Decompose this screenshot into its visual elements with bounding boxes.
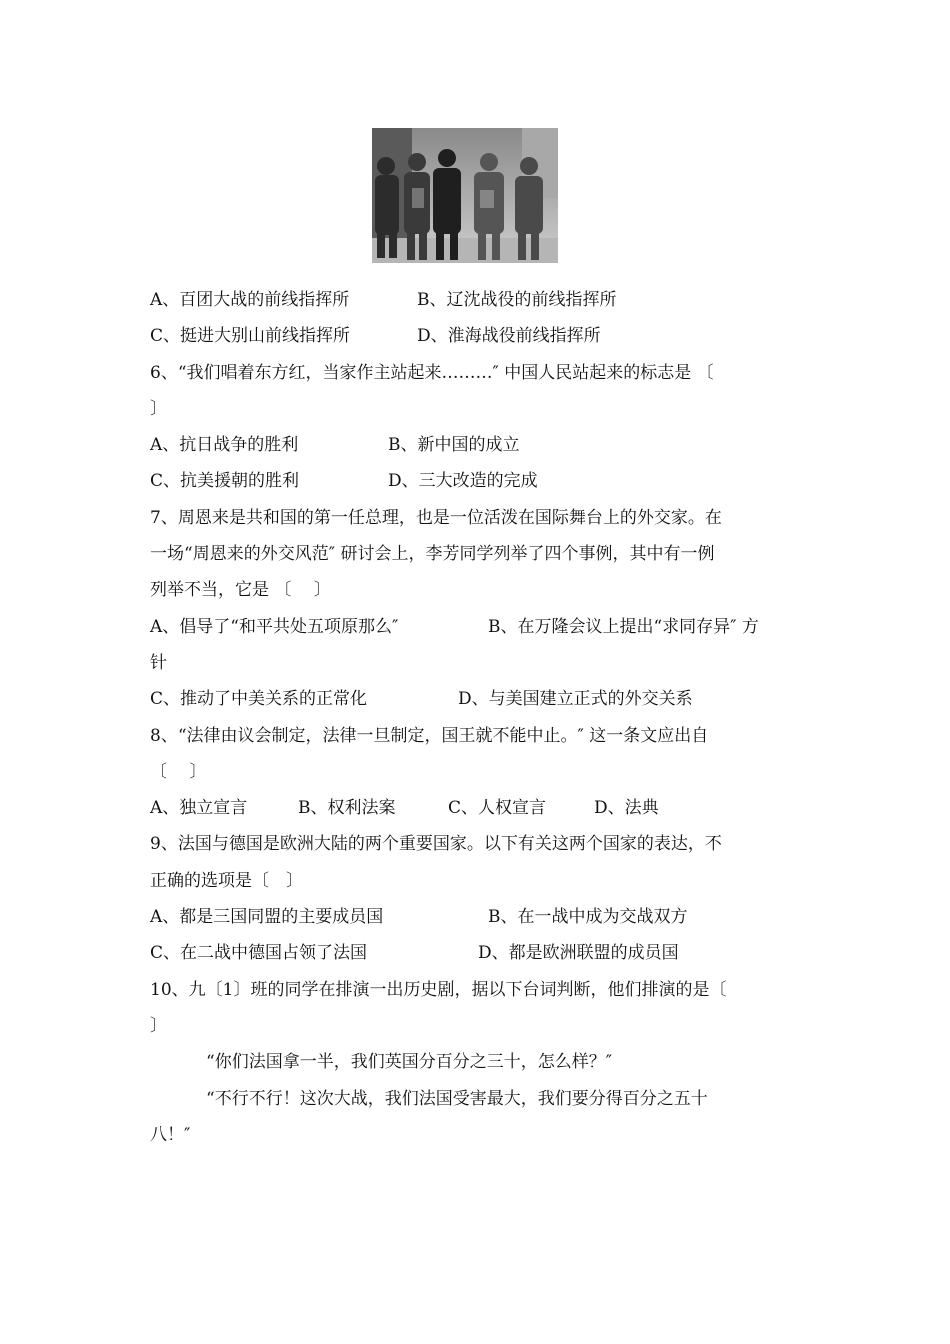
q6-option-d: D、三大改造的完成 <box>388 471 538 492</box>
q6-options-row-1 <box>150 427 800 463</box>
historical-group-photo-icon <box>372 128 558 263</box>
q8-options-row <box>150 790 800 826</box>
q9-stem-line-2: 正确的选项是〔 〕 <box>150 870 303 891</box>
q9-options-row-1 <box>150 899 800 935</box>
q8-option-b: B、权利法案 <box>298 798 396 819</box>
q7-option-a: A、倡导了“和平共处五项原那么″ <box>150 616 399 637</box>
q7-stem-line-1: 7、周恩来是共和国的第一任总理，也是一位活泼在国际舞台上的外交家。在 <box>150 507 722 528</box>
q6-option-c: C、抗美援朝的胜利 <box>150 471 300 492</box>
q8-stem-line-1: 8、“法律由议会制定，法律一旦制定，国王就不能中止。″ 这一条文应出自 <box>150 725 709 746</box>
q9-option-c: C、在二战中德国占领了法国 <box>150 943 368 964</box>
q7-option-b: B、在万隆会议上提出“求同存异″ 方 <box>488 616 759 637</box>
q5-option-a: A、百团大战的前线指挥所 <box>150 290 350 310</box>
q7-stem-line-2: 一场“周恩来的外交风范″ 研讨会上，李芳同学列举了四个事例，其中有一例 <box>150 544 715 565</box>
q5-options-row-2 <box>150 318 800 354</box>
q8-option-d: D、法典 <box>594 798 659 819</box>
q7-options-row-1 <box>150 609 800 645</box>
photo-illustration <box>372 128 558 263</box>
question-content <box>150 282 800 1153</box>
q6-stem-line-2: 〕 <box>150 398 167 419</box>
q8-option-c: C、人权宣言 <box>448 798 547 819</box>
q10-quote-2: “不行不行！这次大战，我们法国受害最大，我们要分得百分之五十 <box>206 1088 708 1109</box>
q10-quote-1: “你们法国拿一半，我们英国分百分之三十，怎么样？″ <box>206 1052 613 1073</box>
q7-stem-line-3: 列举不当，它是 〔 〕 <box>150 580 331 601</box>
q7-options-row-2 <box>150 681 800 717</box>
q9-option-a: A、都是三国同盟的主要成员国 <box>150 907 384 928</box>
q7-option-b-continued: 针 <box>150 652 167 673</box>
q7-option-c: C、推动了中美关系的正常化 <box>150 689 368 710</box>
q6-option-a: A、抗日战争的胜利 <box>150 435 299 456</box>
q7-option-d: D、与美国建立正式的外交关系 <box>458 689 693 710</box>
q9-option-b: B、在一战中成为交战双方 <box>488 907 688 928</box>
q10-stem-line-2: 〕 <box>150 1015 167 1036</box>
q9-options-row-2 <box>150 935 800 971</box>
q10-quote-2-continued: 八！″ <box>150 1124 191 1145</box>
q5-option-b: B、辽沈战役的前线指挥所 <box>417 290 617 310</box>
q9-option-d: D、都是欧洲联盟的成员国 <box>478 943 679 964</box>
q10-stem-line-1: 10、九〔1〕班的同学在排演一出历史剧，据以下台词判断，他们排演的是〔 <box>150 979 727 1000</box>
q6-option-b: B、新中国的成立 <box>388 435 520 456</box>
q6-stem-line-1: 6、“我们唱着东方红，当家作主站起来………″ 中国人民站起来的标志是 〔 <box>150 362 714 383</box>
q9-stem-line-1: 9、法国与德国是欧洲大陆的两个重要国家。以下有关这两个国家的表达，不 <box>150 834 722 855</box>
q6-options-row-2 <box>150 463 800 499</box>
q5-option-c: C、挺进大别山前线指挥所 <box>150 326 351 347</box>
q8-stem-line-2: 〔 〕 <box>150 761 207 782</box>
q5-options-row-1 <box>150 282 800 318</box>
q5-option-d: D、淮海战役前线指挥所 <box>417 326 601 347</box>
q8-option-a: A、独立宣言 <box>150 798 248 819</box>
